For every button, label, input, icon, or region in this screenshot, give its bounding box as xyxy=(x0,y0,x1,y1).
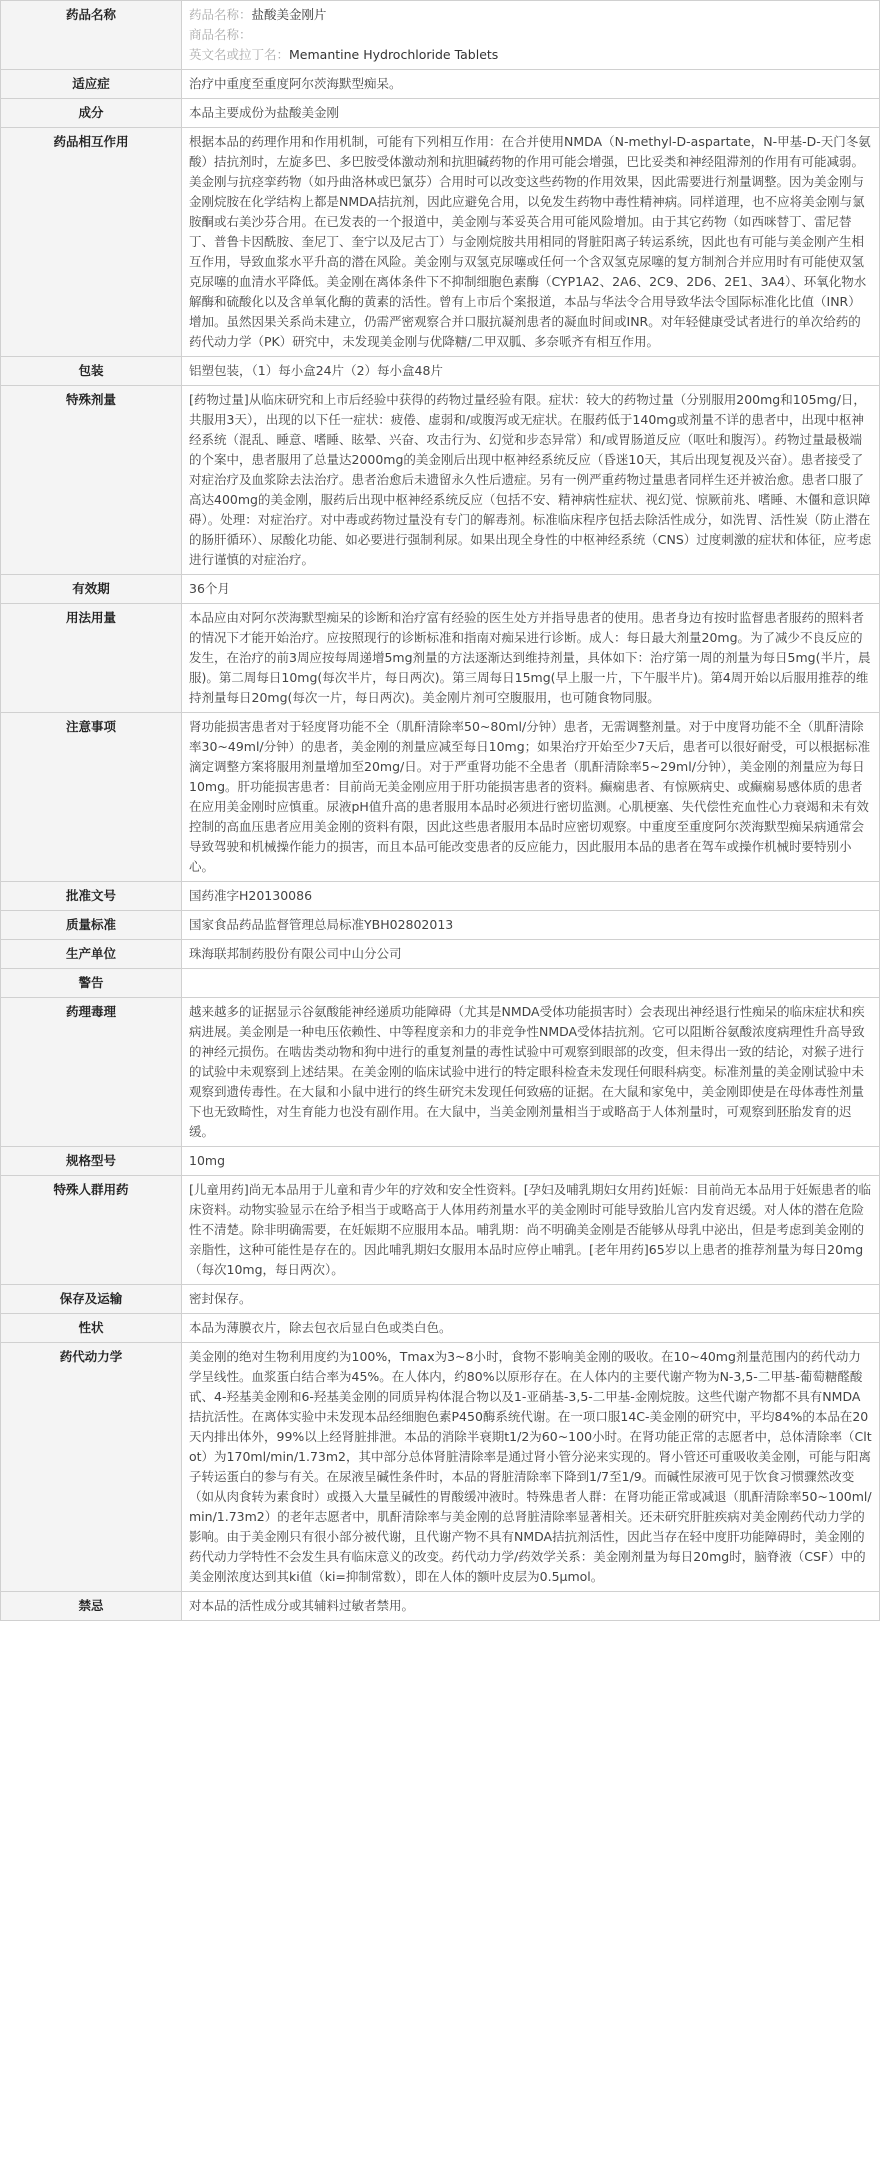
row-value: 36个月 xyxy=(182,575,880,604)
trade-name-key: 商品名称： xyxy=(189,27,252,42)
row-label: 包装 xyxy=(1,357,182,386)
spec-row-interactions xyxy=(1,128,880,357)
spec-row-warning xyxy=(1,969,880,998)
row-value: 国药准字H20130086 xyxy=(182,882,880,911)
spec-row-package xyxy=(1,357,880,386)
row-label: 特殊人群用药 xyxy=(1,1176,182,1285)
row-label: 批准文号 xyxy=(1,882,182,911)
row-value: 珠海联邦制药股份有限公司中山分公司 xyxy=(182,940,880,969)
drug-name-block xyxy=(182,1,880,70)
row-value: 10mg xyxy=(182,1147,880,1176)
spec-row-overdose xyxy=(1,386,880,575)
generic-name-value: 盐酸美金刚片 xyxy=(251,7,327,22)
row-label: 保存及运输 xyxy=(1,1285,182,1314)
row-value: 美金刚的绝对生物利用度约为100%，Tmax为3~8小时，食物不影响美金刚的吸收。在10~40mg剂量范围内的药代动力学呈线性。血浆蛋白结合率为45%。在人体内，约80%以原形存在。在人体内的主要代谢产物为N-3,5-二甲基-葡萄糖醛酸甙、4-羟基美金刚和6-羟基美金刚的同质异构体混合物以及1-亚硝基-3,5-二甲基-金刚烷胺。这些代谢产物都不具有NMDA拮抗活性。在离体实验中未发现本品经细胞色素P450酶系统代谢。在一项口服14C-美金刚的研究中，平均84%的本品在20天内排出体外，99%以上经肾脏排泄。本品的消除半衰期t1/2为60~100小时。在肾功能正常的志愿者中，总体清除率（Cltot）为170ml/min/1.73m2，其中部分总体肾脏清除率是通过肾小管分泌来实现的。肾小管还可重吸收美金刚，可能与阳离子转运蛋白的参与有关。在尿液呈碱性条件时，本品的肾脏清除率下降到1/7至1/9。而碱性尿液可见于饮食习惯骤然改变（如从肉食转为素食时）或摄入大量呈碱性的胃酸缓冲液时。特殊患者人群：在肾功能正常或减退（肌酐清除率50~100ml/min/1.73m2）的老年志愿者中，肌酐清除率与美金刚的总肾脏清除率显著相关。还未研究肝脏疾病对美金刚药代动力学的影响。由于美金刚只有很小部分被代谢，且代谢产物不具有NMDA拮抗剂活性，因此当存在轻中度肝功能障碍时，美金刚的药代动力学特性不会发生具有临床意义的改变。药代动力学/药效学关系：美金刚剂量为每日20mg时，脑脊液（CSF）中的美金刚浓度达到其ki值（ki=抑制常数），即在人体的额叶皮层为0.5μmol。 xyxy=(182,1343,880,1592)
row-value: 本品应由对阿尔茨海默型痴呆的诊断和治疗富有经验的医生处方并指导患者的使用。患者身边有按时监督患者服药的照料者的情况下才能开始治疗。应按照现行的诊断标准和指南对痴呆进行诊断。成人：每日最大剂量20mg。为了减少不良反应的发生，在治疗的前3周应按每周递增5mg剂量的方法逐渐达到维持剂量，具体如下：治疗第一周的剂量为每日5mg(半片，晨服)。第二周每日10mg(每次半片，每日两次)。第三周每日15mg(早上服一片，下午服半片)。第4周开始以后服用推荐的维持剂量每日20mg(每次一片，每日两次)。美金刚片剂可空腹服用，也可随食物同服。 xyxy=(182,604,880,713)
row-value: 对本品的活性成分或其辅料过敏者禁用。 xyxy=(182,1592,880,1621)
row-value: 本品主要成份为盐酸美金刚 xyxy=(182,99,880,128)
row-label: 用法用量 xyxy=(1,604,182,713)
row-label: 药代动力学 xyxy=(1,1343,182,1592)
row-value: 密封保存。 xyxy=(182,1285,880,1314)
row-value: 本品为薄膜衣片，除去包衣后显白色或类白色。 xyxy=(182,1314,880,1343)
row-label: 警告 xyxy=(1,969,182,998)
row-value: 治疗中重度至重度阿尔茨海默型痴呆。 xyxy=(182,70,880,99)
row-label: 适应症 xyxy=(1,70,182,99)
row-label: 性状 xyxy=(1,1314,182,1343)
row-label: 生产单位 xyxy=(1,940,182,969)
spec-row-drug-name xyxy=(1,1,880,70)
row-label: 禁忌 xyxy=(1,1592,182,1621)
spec-row-special-populations xyxy=(1,1176,880,1285)
row-label: 特殊剂量 xyxy=(1,386,182,575)
spec-row-indication xyxy=(1,70,880,99)
row-label: 质量标准 xyxy=(1,911,182,940)
spec-row-pharmacokinetics xyxy=(1,1343,880,1592)
row-value: [儿童用药]尚无本品用于儿童和青少年的疗效和安全性资料。[孕妇及哺乳期妇女用药]妊娠：目前尚无本品用于妊娠患者的临床资料。动物实验显示在给予相当于或略高于人体用药剂量水平的美金刚时可能导致胎儿宫内发育迟缓。对人体的潜在危险性不清楚。除非明确需要，在妊娠期不应服用本品。哺乳期：尚不明确美金刚是否能够从母乳中泌出，但是考虑到美金刚的亲脂性，这种可能性是存在的。因此哺乳期妇女服用本品时应停止哺乳。[老年用药]65岁以上患者的推荐剂量为每日20mg（每次10mg，每日两次）。 xyxy=(182,1176,880,1285)
spec-row-appearance xyxy=(1,1314,880,1343)
spec-row-shelf-life xyxy=(1,575,880,604)
spec-row-contraindications xyxy=(1,1592,880,1621)
spec-row-quality-standard xyxy=(1,911,880,940)
english-name-line xyxy=(189,45,872,65)
generic-name-line xyxy=(189,5,872,25)
row-label: 成分 xyxy=(1,99,182,128)
spec-row-storage xyxy=(1,1285,880,1314)
spec-row-approval-number xyxy=(1,882,880,911)
row-value xyxy=(182,969,880,998)
row-value: 铝塑包装，（1）每小盒24片（2）每小盒48片 xyxy=(182,357,880,386)
english-name-value: Memantine Hydrochloride Tablets xyxy=(289,47,499,62)
spec-row-specification xyxy=(1,1147,880,1176)
spec-row-dosage xyxy=(1,604,880,713)
spec-row-ingredients xyxy=(1,99,880,128)
spec-row-pharmacology xyxy=(1,998,880,1147)
row-label: 有效期 xyxy=(1,575,182,604)
row-value: 根据本品的药理作用和作用机制，可能有下列相互作用：在合并使用NMDA（N-methyl-D-aspartate，N-甲基-D-天门冬氨酸）拮抗剂时，左旋多巴、多巴胺受体激动剂和抗胆碱药物的作用可能会增强，巴比妥类和神经阻滞剂的作用有可能减弱。美金刚与抗痉挛药物（如丹曲洛林或巴氯芬）合用时可以改变这些药物的作用效果，因此需要进行剂量调整。因为美金刚与金刚烷胺在化学结构上都是NMDA拮抗剂，因此应避免合用，以免发生药物中毒性精神病。同样道理，也不应将美金刚与氯胺酮或右美沙芬合用。在已发表的一个报道中，美金刚与苯妥英合用可能风险增加。由于其它药物（如西咪替丁、雷尼替丁、普鲁卡因酰胺、奎尼丁、奎宁以及尼古丁）与金刚烷胺共用相同的肾脏阳离子转运系统，因此也有可能与美金刚产生相互作用，导致血浆水平升高的潜在风险。美金刚与双氢克尿噻或任何一个含双氢克尿噻的复方制剂合并应用时有可能使双氢克尿噻的血清水平降低。美金刚在离体条件下不抑制细胞色素酶（CYP1A2、2A6、2C9、2D6、2E1、3A4）、环氧化物水解酶和硫酸化以及含单氧化酶的黄素的活性。曾有上市后个案报道，本品与华法令合用导致华法令国际标准化比值（INR）增加。虽然因果关系尚未建立，仍需严密观察合并口服抗凝剂患者的凝血时间或INR。对年轻健康受试者进行的单次给药的药代动力学（PK）研究中，未发现美金刚与优降糖/二甲双胍、多奈哌齐有相互作用。 xyxy=(182,128,880,357)
spec-row-manufacturer xyxy=(1,940,880,969)
row-value: 肾功能损害患者对于轻度肾功能不全（肌酐清除率50~80ml/分钟）患者，无需调整剂量。对于中度肾功能不全（肌酐清除率30~49ml/分钟）的患者，美金刚的剂量应减至每日10mg；如果治疗开始至少7天后，患者可以很好耐受，可以根据标准滴定调整方案将服用剂量增加至20mg/日。对于严重肾功能不全患者（肌酐清除率5~29ml/分钟），美金刚的剂量应为每日10mg。肝功能损害患者：目前尚无美金刚应用于肝功能损害患者的资料。癫痫患者、有惊厥病史、或癫痫易感体质的患者在应用美金刚时应慎重。尿液pH值升高的患者服用本品时必须进行密切监测。心肌梗塞、失代偿性充血性心力衰竭和未有效控制的高血压患者应用美金刚的资料有限，因此这些患者服用本品时应密切观察。中重度至重度阿尔茨海默型痴呆病通常会导致驾驶和机械操作能力的损害，而且本品可能改变患者的反应能力，因此服用本品的患者在驾车或操作机械时要特别小心。 xyxy=(182,713,880,882)
row-label: 药品相互作用 xyxy=(1,128,182,357)
generic-name-key: 药品名称： xyxy=(189,7,252,22)
trade-name-line xyxy=(189,25,872,45)
row-label: 药品名称 xyxy=(1,1,182,70)
english-name-key: 英文名或拉丁名： xyxy=(189,47,290,62)
row-label: 规格型号 xyxy=(1,1147,182,1176)
spec-row-precautions xyxy=(1,713,880,882)
row-value: 国家食品药品监督管理总局标准YBH02802013 xyxy=(182,911,880,940)
row-value: [药物过量]从临床研究和上市后经验中获得的药物过量经验有限。症状：较大的药物过量（分别服用200mg和105mg/日，共服用3天），出现的以下任一症状：疲倦、虚弱和/或腹泻或无症状。在服药低于140mg或剂量不详的患者中，出现中枢神经系统（混乱、睡意、嗜睡、眩晕、兴奋、攻击行为、幻觉和步态异常）和/或胃肠道反应（呕吐和腹泻）。药物过量最极端的个案中，患者服用了总量达2000mg的美金刚后出现中枢神经系统反应（昏迷10天，其后出现复视及兴奋）。患者接受了对症治疗及血浆除去法治疗。患者治愈后未遗留永久性后遗症。另有一例严重药物过量患者同样生还并被治愈。患者口服了高达400mg的美金刚，服药后出现中枢神经系统反应（包括不安、精神病性症状、视幻觉、惊厥前兆、嗜睡、木僵和意识障碍）。处理：对症治疗。对中毒或药物过量没有专门的解毒剂。标准临床程序包括去除活性成分，如洗胃、活性炭（防止潜在的肠肝循环）、尿酸化功能、如必要进行强制利尿。如果出现全身性的中枢神经系统（CNS）过度刺激的症状和体征，应考虑进行谨慎的对症治疗。 xyxy=(182,386,880,575)
row-value: 越来越多的证据显示谷氨酸能神经递质功能障碍（尤其是NMDA受体功能损害时）会表现出神经退行性痴呆的临床症状和疾病进展。美金刚是一种电压依赖性、中等程度亲和力的非竞争性NMDA受体拮抗剂。它可以阻断谷氨酸浓度病理性升高导致的神经元损伤。在啮齿类动物和狗中进行的重复剂量的毒性试验中可观察到眼部的改变，但未得出一致的结论，对猴子进行的试验中未观察到上述结果。在美金刚的临床试验中进行的特定眼科检查未发现任何眼科病变。标准剂量的美金刚试验中未观察到遗传毒性。在大鼠和小鼠中进行的终生研究未发现任何致癌的证据。在大鼠和家兔中，美金刚即使是在母体毒性剂量下也无致畸性，对生育能力也没有副作用。在大鼠中，当美金刚剂量相当于或略高于人体剂量时，可观察到胚胎发育的迟缓。 xyxy=(182,998,880,1147)
row-label: 注意事项 xyxy=(1,713,182,882)
row-label: 药理毒理 xyxy=(1,998,182,1147)
